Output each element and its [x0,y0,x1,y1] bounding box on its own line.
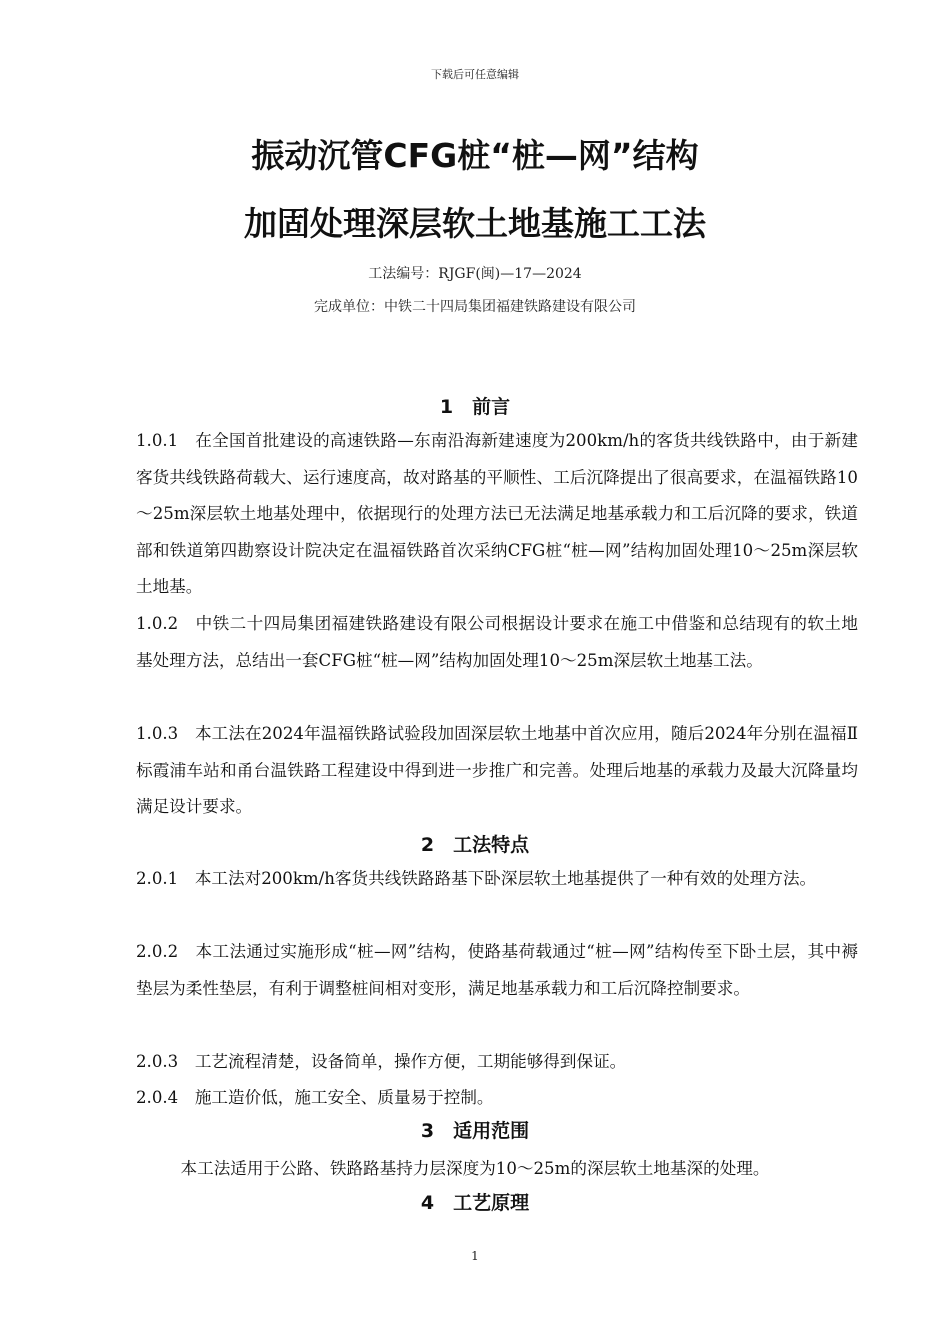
document-title-line-1: 振动沉管CFG桩“桩—网”结构 [251,136,699,175]
section-heading-2: 2 工法特点 [420,834,530,856]
paragraph-2-0-1: 2.0.1 本工法对200km/h客货共线铁路路基下卧深层软土地基提供了一种有效的处理方法。 [136,869,817,888]
paragraph-1-0-3: 1.0.3 本工法在2024年温福铁路试验段加固深层软土地基中首次应用，随后2024年分别在温福Ⅱ标霞浦车站和甬台温铁路工程建设中得到进一步推广和完善。处理后地基的承载力及最大沉降量均满足设计要求。 [136,724,858,816]
method-code: 工法编号：RJGF(闽)—17—2024 [368,266,582,282]
paragraph-2-0-3: 2.0.3 工艺流程清楚，设备简单，操作方便，工期能够得到保证。 [136,1052,627,1071]
paragraph-2-0-2: 2.0.2 本工法通过实施形成“桩—网”结构，使路基荷载通过“桩—网”结构传至下卧土层，其中褥垫层为柔性垫层，有利于调整桩间相对变形，满足地基承载力和工后沉降控制要求。 [136,942,858,998]
section-heading-1: 1 前言 [439,396,511,418]
section-heading-3: 3 适用范围 [420,1120,530,1142]
page-number: 1 [471,1249,479,1263]
section-heading-4: 4 工艺原理 [420,1192,530,1214]
paragraph-2-0-4: 2.0.4 施工造价低，施工安全、质量易于控制。 [136,1088,494,1107]
paragraph-3-scope: 本工法适用于公路、铁路路基持力层深度为10～25m的深层软土地基深的处理。 [180,1159,770,1178]
document-title-line-2: 加固处理深层软土地基施工工法 [244,204,706,243]
header-note: 下载后可任意编辑 [431,68,519,81]
paragraph-1-0-2: 1.0.2 中铁二十四局集团福建铁路建设有限公司根据设计要求在施工中借鉴和总结现有的软土地基处理方法，总结出一套CFG桩“桩—网”结构加固处理10～25m深层软土地基工法。 [136,614,858,670]
completion-unit: 完成单位：中铁二十四局集团福建铁路建设有限公司 [314,299,636,315]
paragraph-1-0-1: 1.0.1 在全国首批建设的高速铁路—东南沿海新建速度为200km/h的客货共线铁路中，由于新建客货共线铁路荷载大、运行速度高，故对路基的平顺性、工后沉降提出了很高要求，在温福铁路10～25m深层软土地基处理中，依据现行的处理方法已无法满足地基承载力和工后沉降的要求，铁道部和铁道第四勘察设计院决定在温福铁路首次采纳CFG桩“桩—网”结构加固处理10～25m深层软土地基。 [136,431,858,596]
